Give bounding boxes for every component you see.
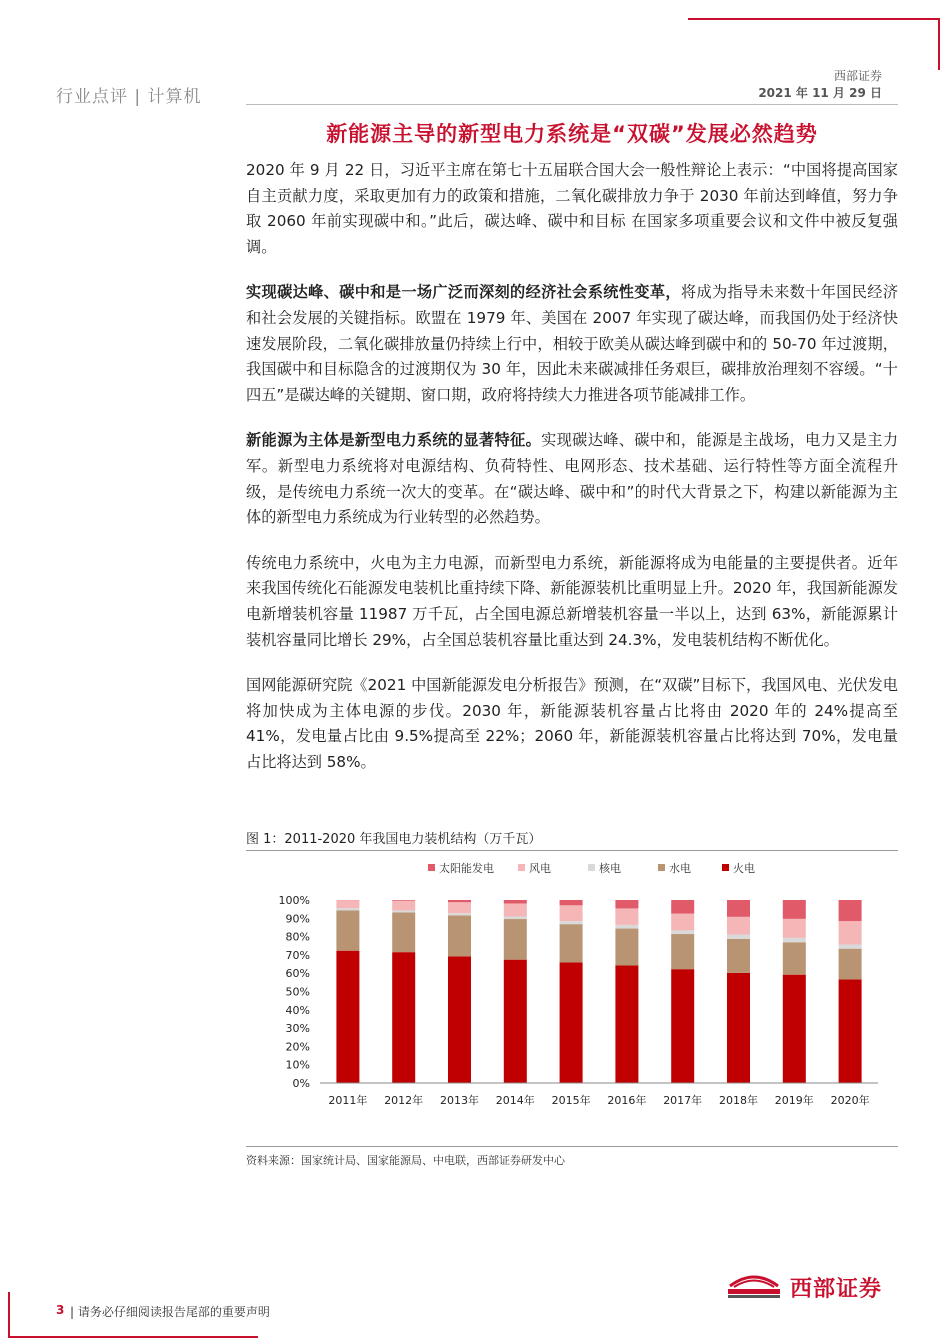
bar-segment <box>336 910 359 950</box>
corner-decoration-bottom <box>8 1336 258 1338</box>
legend-swatch <box>658 864 665 871</box>
legend-swatch <box>428 864 435 871</box>
bar-segment <box>783 900 806 919</box>
bar-segment <box>839 900 862 921</box>
paragraph-5 <box>246 673 898 775</box>
bar-segment <box>448 915 471 956</box>
x-tick-label: 2016年 <box>607 1094 647 1107</box>
paragraph-4-text: 传统电力系统中，火电为主力电源，而新型电力系统，新能源将成为电能量的主要提供者。近年来我国传统化石能源发电装机比重持续下降、新能源装机比重明显上升。2020 年，我国新能源发电新增装机容量 11987 万千瓦，占全国电源总新增装机容量一半以上，达到 63%，新能源累计装机容量同比增长 29%，占全国总装机容量比重达到 24.3%，发电装机结构不断优化。 <box>246 553 898 649</box>
figure-source: 资料来源：国家统计局、国家能源局、中电联，西部证券研发中心 <box>246 1154 565 1167</box>
bar-segment <box>727 973 750 1083</box>
bar-segment <box>783 975 806 1083</box>
paragraph-2 <box>246 280 898 408</box>
figure-top-rule <box>246 850 898 851</box>
x-tick-label: 2018年 <box>719 1094 758 1107</box>
bar-segment <box>448 902 471 913</box>
figure-bottom-rule <box>246 1146 898 1147</box>
western-securities-logo-icon <box>724 1272 784 1300</box>
bar-segment <box>504 916 527 919</box>
bar-segment <box>560 921 583 924</box>
x-tick-label: 2013年 <box>440 1094 479 1107</box>
paragraph-1-text: 2020 年 9 月 22 日，习近平主席在第七十五届联合国大会一般性辩论上表示：“中国将提高国家自主贡献力度，采取更加有力的政策和措施，二氧化碳排放力争于 2030 年前达到峰值，努力争取 2060 年前实现碳中和。”此后，碳达峰、碳中和目标 在国家多项重要会议和文件中被反复强调。 <box>246 161 898 256</box>
header-divider <box>246 104 898 105</box>
bar-segment <box>783 938 806 942</box>
bar-segment <box>448 913 471 915</box>
company-logo <box>724 1272 900 1300</box>
bar-segment <box>504 903 527 916</box>
bar-segment <box>671 914 694 931</box>
logo-text: 西部证券 <box>790 1277 883 1302</box>
bar-segment <box>839 979 862 1083</box>
bar-segment <box>560 924 583 962</box>
body-text <box>246 158 898 795</box>
bar-segment <box>671 900 694 914</box>
x-tick-label: 2015年 <box>551 1094 591 1107</box>
paragraph-1 <box>246 158 898 260</box>
page-title: 新能源主导的新型电力系统是“双碳”发展必然趋势 <box>326 122 818 146</box>
y-tick-label: 40% <box>285 1003 310 1017</box>
section-label: 行业点评 | 计算机 <box>56 87 202 107</box>
bar-segment <box>504 919 527 960</box>
x-tick-label: 2017年 <box>663 1094 703 1107</box>
paragraph-4 <box>246 551 898 653</box>
bar-segment <box>504 960 527 1083</box>
bar-segment <box>839 949 862 980</box>
x-tick-label: 2019年 <box>774 1094 814 1107</box>
bar-segment <box>560 900 583 905</box>
bar-segment <box>839 921 862 944</box>
bar-segment <box>392 900 415 901</box>
bar-segment <box>671 969 694 1083</box>
bar-segment <box>727 917 750 935</box>
legend-label: 风电 <box>529 862 551 875</box>
x-tick-label: 2014年 <box>495 1094 535 1107</box>
y-tick-label: 80% <box>285 930 310 944</box>
paragraph-3-text: 实现碳达峰、碳中和，能源是主战场，电力又是主力军。新型电力系统将对电源结构、负荷特性、电网形态、技术基础、运行特性等方面全流程升级，是传统电力系统一次大的变革。在“碳达峰、碳中和”的时代大背景之下，构建以新能源为主体的新型电力系统成为行业转型的必然趋势。 <box>246 431 899 527</box>
bar-segment <box>504 900 527 903</box>
x-tick-label: 2011年 <box>328 1094 368 1107</box>
stacked-bar-chart <box>246 852 898 1144</box>
bar-segment <box>615 900 638 908</box>
y-tick-label: 50% <box>285 985 310 999</box>
bar-segment <box>727 900 750 917</box>
y-tick-label: 0% <box>292 1077 310 1090</box>
y-tick-label: 20% <box>285 1040 310 1054</box>
paragraph-3-lead: 新能源为主体是新型电力系统的显著特征。 <box>246 431 542 450</box>
bar-segment <box>839 944 862 948</box>
report-date: 2021 年 11 月 29 日 <box>758 86 882 100</box>
bar-segment <box>615 929 638 966</box>
y-tick-label: 30% <box>285 1022 310 1036</box>
paragraph-5-text: 国网能源研究院《2021 中国新能源发电分析报告》预测，在“双碳”目标下，我国风电、光伏发电将加快成为主体电源的步伐。2030 年，新能源装机容量占比将由 2020 年的 24%提高至 41%，发电量占比由 9.5%提高至 22%；2060 年，新能源装机容量占比将达到 70%，发电量占比将达到 58%。 <box>246 676 898 771</box>
page-number: 3 <box>56 1303 65 1317</box>
bar-segment <box>392 952 415 1083</box>
bar-segment <box>392 910 415 912</box>
legend-swatch <box>722 864 729 871</box>
corner-decoration-top-vertical <box>938 18 940 70</box>
bar-segment <box>671 934 694 969</box>
bar-segment <box>671 930 694 934</box>
bar-segment <box>727 935 750 939</box>
y-tick-label: 70% <box>285 948 310 962</box>
bar-segment <box>560 905 583 921</box>
bar-segment <box>336 908 359 910</box>
bar-segment <box>615 966 638 1083</box>
footer-notice: | 请务必仔细阅读报告尾部的重要声明 <box>70 1305 270 1319</box>
paragraph-3 <box>246 428 898 530</box>
bar-segment <box>560 962 583 1083</box>
corner-decoration-top <box>688 18 940 20</box>
corner-decoration-bottom-vertical <box>8 1292 10 1338</box>
x-tick-label: 2012年 <box>384 1094 424 1107</box>
y-tick-label: 90% <box>285 912 310 926</box>
legend-label: 核电 <box>599 862 621 875</box>
bar-segment <box>783 942 806 974</box>
figure-caption: 图 1：2011-2020 年我国电力装机结构（万千瓦） <box>246 832 542 847</box>
paragraph-2-lead: 实现碳达峰、碳中和是一场广泛而深刻的经济社会系统性变革， <box>246 283 681 302</box>
bar-segment <box>448 956 471 1083</box>
paragraph-2-text: 将成为指导未来数十年国民经济和社会发展的关键指标。欧盟在 1979 年、美国在 2007 年实现了碳达峰，而我国仍处于经济快速发展阶段，二氧化碳排放量仍持续上行中，相较于欧美从碳达峰到碳中和的 50-70 年过渡期，我国碳中和目标隐含的过渡期仅为 30 年，因此未来碳减排任务艰巨，碳排放治理刻不容缓。“十四五”是碳达峰的关键期、窗口期，政府将持续大力推进各项节能减排工作。 <box>246 283 899 404</box>
legend-swatch <box>588 864 595 871</box>
y-tick-label: 60% <box>285 967 310 981</box>
legend-label: 水电 <box>669 862 691 875</box>
x-tick-label: 2020年 <box>830 1094 870 1107</box>
y-tick-label: 100% <box>278 894 310 907</box>
bar-segment <box>783 919 806 938</box>
legend-swatch <box>518 864 525 871</box>
legend-label: 火电 <box>733 862 755 875</box>
bar-segment <box>392 901 415 911</box>
company-name: 西部证券 <box>833 69 882 83</box>
y-tick-label: 10% <box>285 1058 310 1072</box>
bar-segment <box>392 912 415 952</box>
bar-segment <box>336 951 359 1083</box>
legend-label: 太阳能发电 <box>439 862 494 875</box>
bar-segment <box>615 925 638 929</box>
bar-segment <box>336 900 359 908</box>
bar-segment <box>727 939 750 973</box>
bar-segment <box>615 908 638 924</box>
bar-segment <box>448 900 471 902</box>
